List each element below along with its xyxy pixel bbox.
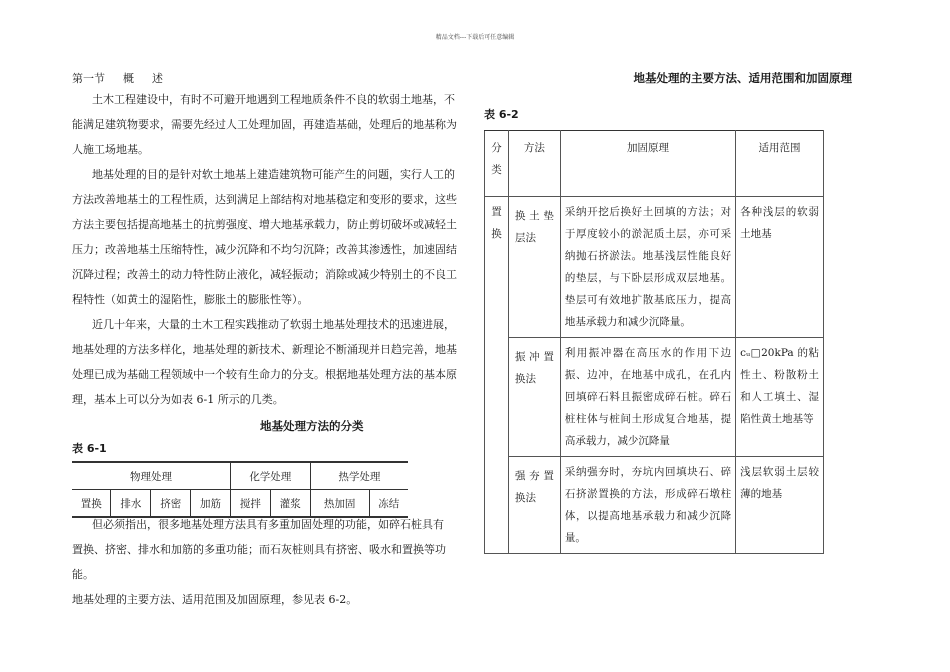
intro-paragraph	[72, 87, 462, 162]
section-heading	[72, 70, 181, 86]
table-header-row	[485, 131, 824, 197]
text-line: 压力；改善地基土压缩特性，减少沉降和不均匀沉降；改善其渗透性，加速固结	[72, 243, 457, 256]
header-scope: 适用范围	[736, 131, 824, 197]
development-paragraph	[72, 312, 462, 412]
table2-label: 表 6-2	[484, 108, 519, 121]
text-line: 沉降过程；改善土的动力特性防止液化，减轻振动；消除或减少特别土的不良工	[72, 268, 457, 281]
multifunction-paragraph	[72, 512, 462, 612]
header-principle: 加固原理	[560, 131, 735, 197]
text-line: 近几十年来，大量的土木工程实践推动了软弱土地基处理技术的迅速进展，	[92, 318, 455, 331]
scope-cell: 浅层软弱土层较薄的地基	[736, 457, 824, 554]
text-line: 方法改善地基土的工程性质，达到满足上部结构对地基稳定和变形的要求，这些	[72, 193, 457, 206]
table-row	[485, 197, 824, 338]
principle-cell: 采纳开挖后换好土回填的方法；对于厚度较小的淤泥质土层，亦可采纳抛石挤淤法。地基浅层性能良好的垫层，与下卧层形成双层地基。垫层可有效地扩散基底压力，提高地基承载力和减少沉降量。	[560, 197, 735, 338]
method-cell: 挤密	[151, 490, 191, 518]
section-word-2: 述	[152, 72, 163, 85]
section-number: 第一节	[72, 72, 105, 85]
table-row	[72, 462, 408, 490]
page-header: 精品文档---下载后可任意编辑	[435, 34, 515, 41]
text-line: 地基处理的方法多样化，地基处理的新技术、新理论不断涌现并日趋完善，地基	[72, 343, 457, 356]
method-cell: 灌浆	[270, 490, 310, 518]
table-row	[485, 338, 824, 457]
text-line: 人施工场地基。	[72, 143, 149, 156]
principle-cell: 采纳强夯时，夯坑内回填块石、碎石挤淤置换的方法，形成碎石墩柱体，以提高地基承载力和减少沉降量。	[560, 457, 735, 554]
table-row	[485, 457, 824, 554]
header-category: 分类	[485, 131, 509, 197]
principle-cell: 利用振冲器在高压水的作用下边振、边冲，在地基中成孔，在孔内回填碎石料且振密成碎石桩。碎石桩柱体与桩间土形成复合地基，提高承载力，减少沉降量	[560, 338, 735, 457]
text-line: 置换、挤密、排水和加筋的多重功能；而石灰桩则具有挤密、吸水和置换等功能。	[72, 543, 446, 581]
text-line: 方法主要包括提高地基土的抗剪强度、增大地基承载力，防止剪切破坏或减轻土	[72, 218, 457, 231]
method-cell: 振冲置换法	[508, 338, 560, 457]
table1-label: 表 6-1	[72, 442, 107, 455]
text-line: 程特性（如黄土的湿陷性，膨胀土的膨胀性等）。	[72, 293, 309, 306]
method-cell: 强夯置换法	[508, 457, 560, 554]
scope-cell: 各种浅层的软弱土地基	[736, 197, 824, 338]
text-line: 处理已成为基础工程领域中一个较有生命力的分支。根据地基处理方法的基本原	[72, 368, 457, 381]
scope-cell: cᵤ□20kPa 的粘性土、粉散粉土和人工填土、湿陷性黄土地基等	[736, 338, 824, 457]
group-thermal: 热学处理	[310, 462, 408, 490]
method-cell: 置换	[72, 490, 111, 518]
method-cell: 热加固	[310, 490, 369, 518]
header-method: 方法	[508, 131, 560, 197]
group-chemical: 化学处理	[230, 462, 310, 490]
classification-table	[72, 461, 408, 518]
text-line: 土木工程建设中，有时不可避开地遇到工程地质条件不良的软弱土地基，不	[92, 93, 455, 106]
category-cell: 置换	[485, 197, 509, 554]
text-line: 地基处理的主要方法、适用范围及加固原理，参见表 6-2。	[72, 593, 358, 606]
text-line: 地基处理的目的是针对软土地基上建造建筑物可能产生的问题，实行人工的	[92, 168, 455, 181]
group-physical: 物理处理	[72, 462, 230, 490]
method-cell: 换土垫层法	[508, 197, 560, 338]
section-word-1: 概	[123, 72, 134, 85]
text-line: 能满足建筑物要求，需要先经过人工处理加固，再建造基础，处理后的地基称为	[72, 118, 457, 131]
methods-table	[484, 130, 824, 554]
method-cell: 排水	[111, 490, 151, 518]
text-line: 理，基本上可以分为如表 6-1 所示的几类。	[72, 393, 284, 406]
purpose-paragraph	[72, 162, 462, 312]
classification-title: 地基处理方法的分类	[260, 419, 364, 433]
method-cell: 搅拌	[230, 490, 270, 518]
method-cell: 冻结	[369, 490, 408, 518]
text-line: 但必须指出，很多地基处理方法具有多重加固处理的功能，如碎石桩具有	[92, 518, 444, 531]
methods-title: 地基处理的主要方法、适用范围和加固原理	[633, 71, 852, 85]
method-cell: 加筋	[191, 490, 231, 518]
